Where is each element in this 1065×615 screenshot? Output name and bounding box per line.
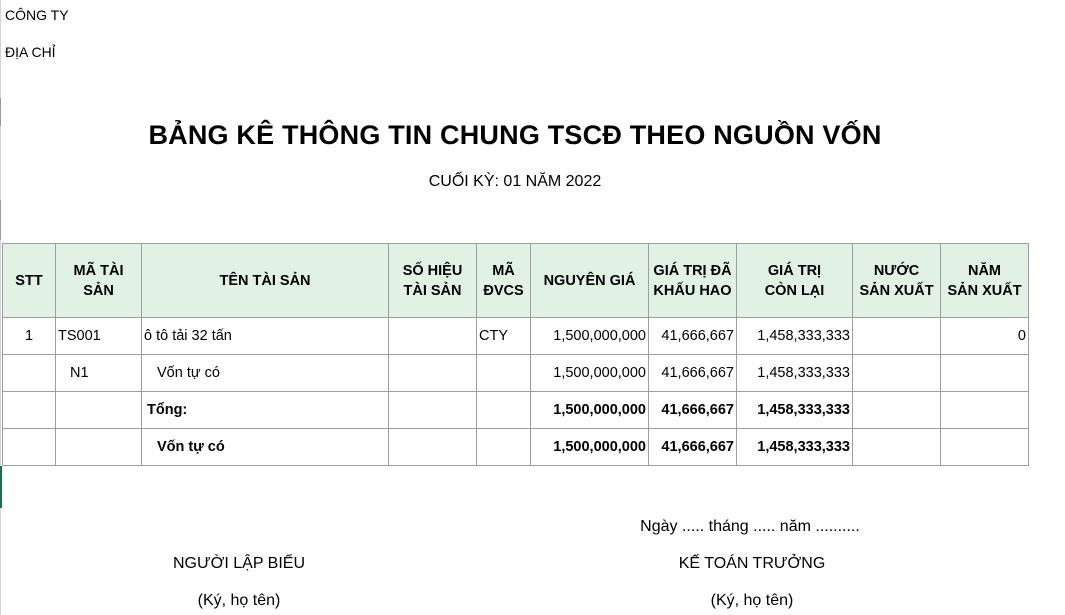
accountant-title: KẾ TOÁN TRƯỞNG bbox=[678, 555, 826, 572]
cell-nguyen-gia: 1,500,000,000 bbox=[531, 355, 649, 392]
asset-table bbox=[2, 243, 1029, 466]
cell-nguyen-gia: 1,500,000,000 bbox=[531, 318, 649, 355]
header-con-lai: GIÁ TRỊ CÒN LẠI bbox=[737, 244, 853, 318]
cell-khau-hao: 41,666,667 bbox=[649, 318, 737, 355]
cell-nuoc-sx bbox=[853, 429, 941, 466]
cell-dvcs bbox=[477, 429, 531, 466]
cell-dvcs bbox=[477, 392, 531, 429]
cell-dvcs: CTY bbox=[477, 318, 531, 355]
cell-con-lai: 1,458,333,333 bbox=[737, 355, 853, 392]
header-nam-sx: NĂM SẢN XUẤT bbox=[941, 244, 1029, 318]
header-ma-tai-san: MÃ TÀI SẢN bbox=[56, 244, 142, 318]
accountant-sign-note: (Ký, họ tên) bbox=[710, 592, 794, 609]
cell-nuoc-sx bbox=[853, 355, 941, 392]
cell-nuoc-sx bbox=[853, 318, 941, 355]
cell-so-hieu bbox=[389, 355, 477, 392]
row-marker bbox=[0, 200, 1, 240]
cell-nam-sx: 0 bbox=[941, 318, 1029, 355]
preparer-sign-note: (Ký, họ tên) bbox=[197, 592, 281, 609]
cell-con-lai: 1,458,333,333 bbox=[737, 392, 853, 429]
cell-nam-sx bbox=[941, 355, 1029, 392]
table-header-row bbox=[3, 244, 1029, 318]
cell-ten: Vốn tự có bbox=[142, 429, 389, 466]
cell-stt: 1 bbox=[3, 318, 56, 355]
date-line: Ngày ..... tháng ..... năm .......... bbox=[640, 518, 860, 535]
header-stt: STT bbox=[3, 244, 56, 318]
cell-nam-sx bbox=[941, 392, 1029, 429]
cell-ten: Tổng: bbox=[142, 392, 389, 429]
cell-so-hieu bbox=[389, 429, 477, 466]
preparer-title: NGƯỜI LẬP BIỂU bbox=[172, 555, 305, 572]
header-ten-tai-san: TÊN TÀI SẢN bbox=[142, 244, 389, 318]
cell-ma bbox=[56, 392, 142, 429]
cell-ma: N1 bbox=[56, 355, 142, 392]
cell-ten: ô tô tải 32 tấn bbox=[142, 318, 389, 355]
cell-khau-hao: 41,666,667 bbox=[649, 355, 737, 392]
cell-nguyen-gia: 1,500,000,000 bbox=[531, 392, 649, 429]
cell-ma: TS001 bbox=[56, 318, 142, 355]
header-nuoc-sx: NƯỚC SẢN XUẤT bbox=[853, 244, 941, 318]
report-period: CUỐI KỲ: 01 NĂM 2022 bbox=[428, 173, 602, 190]
cell-con-lai: 1,458,333,333 bbox=[737, 429, 853, 466]
table-row bbox=[3, 318, 1029, 355]
cell-dvcs bbox=[477, 355, 531, 392]
cell-stt bbox=[3, 392, 56, 429]
address-label: ĐỊA CHỈ bbox=[5, 44, 56, 60]
company-label: CÔNG TY bbox=[5, 7, 69, 23]
report-title: BẢNG KÊ THÔNG TIN CHUNG TSCĐ THEO NGUỒN VỐN bbox=[148, 120, 882, 150]
cell-khau-hao: 41,666,667 bbox=[649, 392, 737, 429]
cell-nguyen-gia: 1,500,000,000 bbox=[531, 429, 649, 466]
header-khau-hao: GIÁ TRỊ ĐÃ KHẤU HAO bbox=[649, 244, 737, 318]
cell-nam-sx bbox=[941, 429, 1029, 466]
table-row bbox=[3, 355, 1029, 392]
cell-con-lai: 1,458,333,333 bbox=[737, 318, 853, 355]
cell-nuoc-sx bbox=[853, 392, 941, 429]
header-ma-dvcs: MÃ ĐVCS bbox=[477, 244, 531, 318]
cell-so-hieu bbox=[389, 318, 477, 355]
table-row-total-source bbox=[3, 429, 1029, 466]
sheet-left-border bbox=[0, 0, 1, 615]
cell-ma bbox=[56, 429, 142, 466]
cell-khau-hao: 41,666,667 bbox=[649, 429, 737, 466]
cell-stt bbox=[3, 429, 56, 466]
cell-ten: Vốn tự có bbox=[142, 355, 389, 392]
header-nguyen-gia: NGUYÊN GIÁ bbox=[531, 244, 649, 318]
cell-stt bbox=[3, 355, 56, 392]
cell-so-hieu bbox=[389, 392, 477, 429]
table-row-total bbox=[3, 392, 1029, 429]
selection-marker bbox=[0, 466, 2, 508]
header-so-hieu: SỐ HIỆU TÀI SẢN bbox=[389, 244, 477, 318]
